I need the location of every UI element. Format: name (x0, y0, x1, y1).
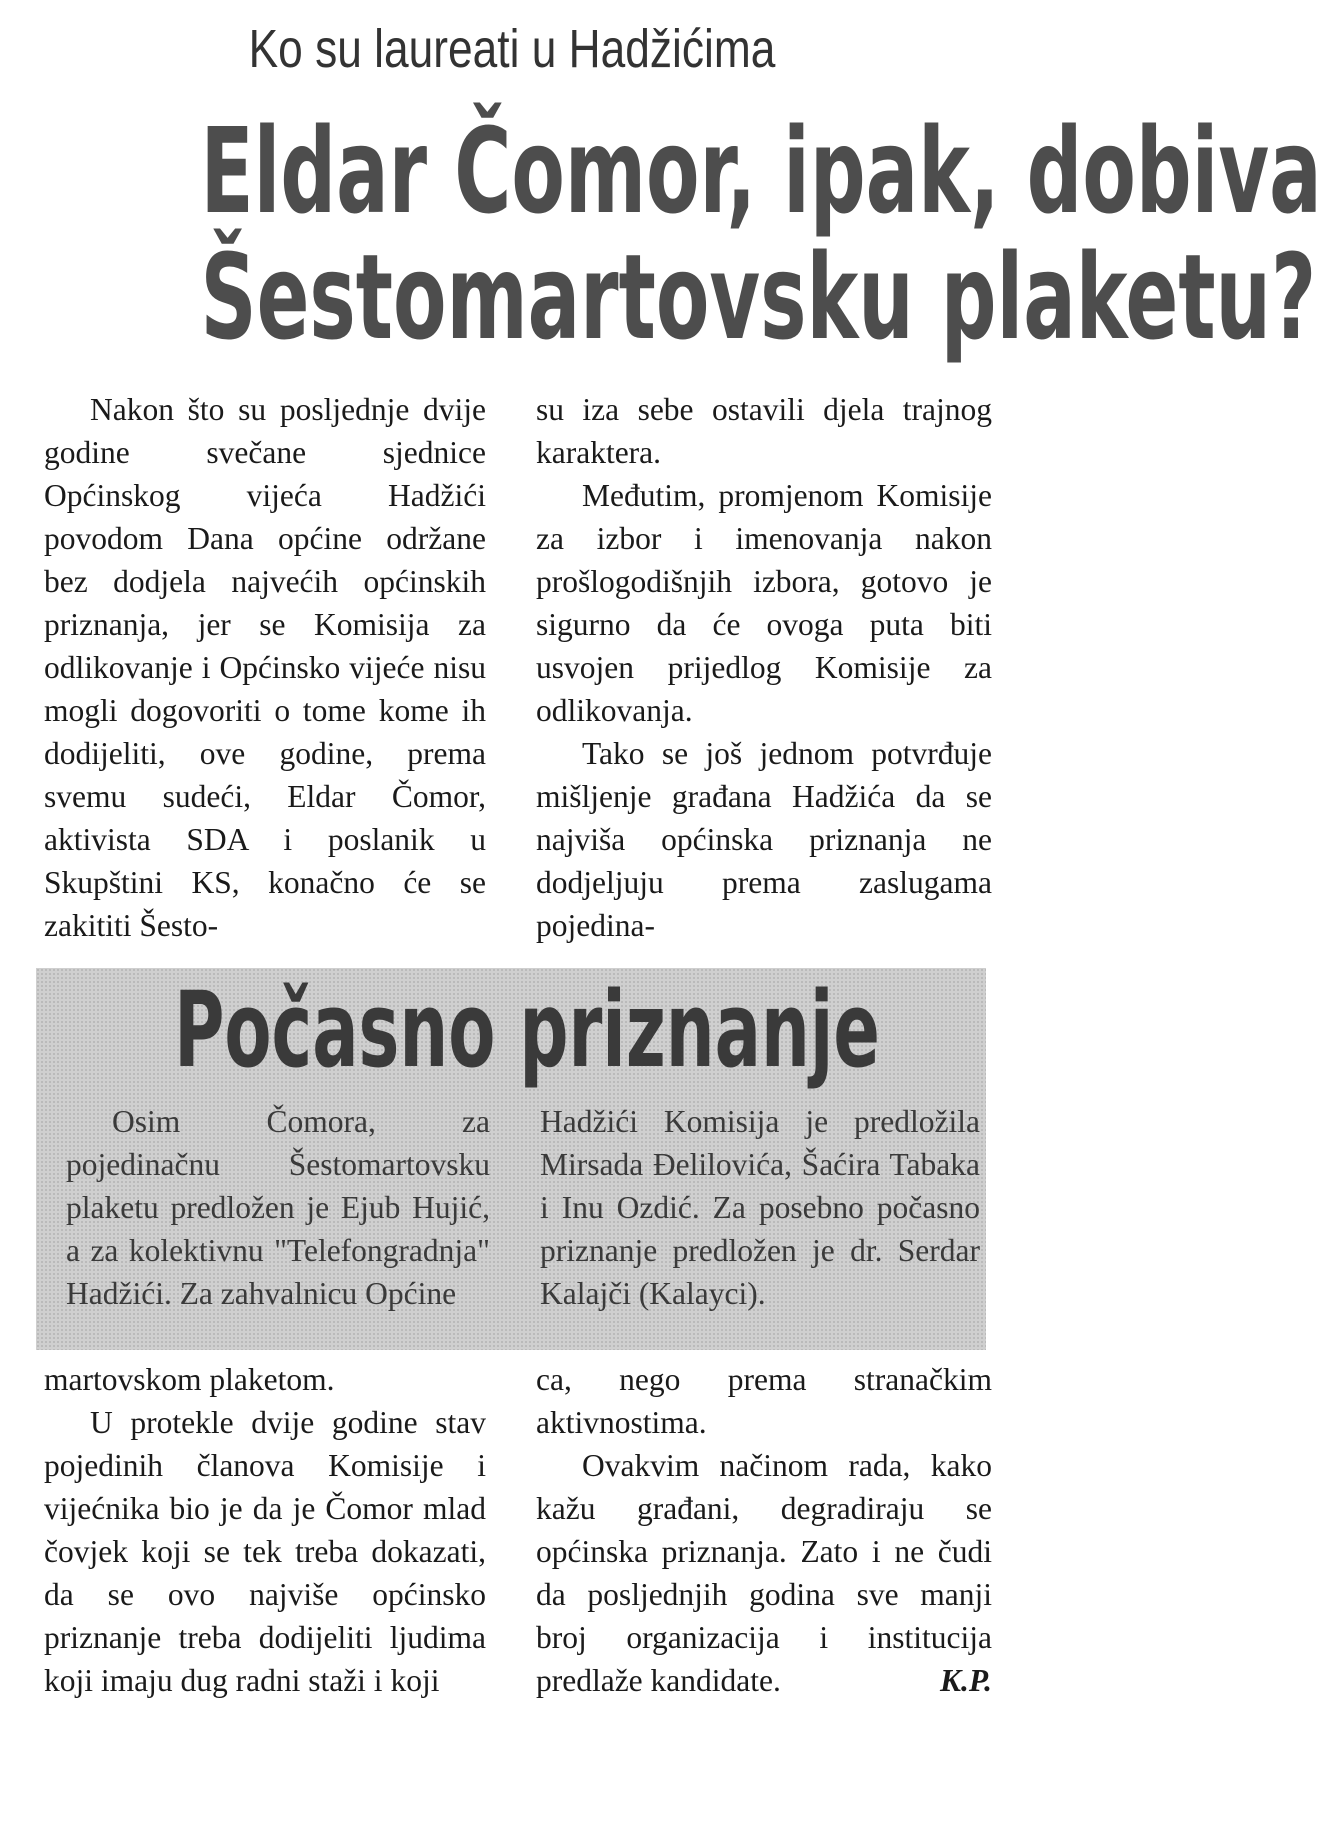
author-signature: K.P. (940, 1663, 992, 1698)
box-column-left (66, 1100, 490, 1315)
paragraph: Nakon što su posljednje dvije godine svečane sjednice Općinskog vijeća Hadžići povodom Dana općine održane bez dodjela najvećih općinskih priznanja, jer se Komisija za odlikovanje i Općinsko vijeće nisu mogli dogovoriti o tome kome ih dodijeliti, ove godine, prema svemu sudeći, Eldar Čomor, aktivista SDA i poslanik u Skupštini KS, konačno će se zakititi Šesto- (44, 392, 486, 943)
box-column-right (540, 1100, 980, 1315)
paragraph: Međutim, promjenom Komisije za izbor i imenovanja nakon prošlogodišnjih izbora, gotovo je sigurno da će ovoga puta biti usvojen prijedlog Komisije za odlikovanja. (536, 478, 992, 728)
headline-line-1: Eldar Čomor, ipak, dobiva (200, 102, 1322, 240)
sidebar-box-title: Počasno priznanje (174, 969, 880, 1091)
paragraph: ca, nego prema stranačkim aktivnostima. (536, 1362, 992, 1440)
column-right-top (536, 388, 992, 947)
paragraph: U protekle dvije godine stav pojedinih članova Komisije i vijećnika bio je da je Čomor mlad čovjek koji se tek treba dokazati, da se ovo najviše općinsko priznanje treba dodijeliti ljudima koji imaju dug radni staži i koji (44, 1405, 486, 1698)
paragraph (536, 1444, 992, 1702)
paragraph: Osim Čomora, za pojedinačnu Šestomartovsku plaketu predložen je Ejub Hujić, a za kolektivnu "Telefongradnja" Hadžići. Za zahvalnicu Općine (66, 1104, 490, 1311)
column-left-bottom (44, 1358, 486, 1702)
paragraph: Hadžići Komisija je predložila Mirsada Đelilovića, Šaćira Tabaka i Inu Ozdić. Za posebno počasno priznanje predložen je dr. Serdar Kalajči (Kalayci). (540, 1104, 980, 1311)
paragraph: su iza sebe ostavili djela trajnog karaktera. (536, 392, 992, 470)
column-left-top (44, 388, 486, 947)
article-kicker: Ko su laureati u Hadžićima (248, 19, 776, 79)
paragraph-text: Ovakvim načinom rada, kako kažu građani, degradiraju se općinska priznanja. Zato i ne čudi da posljednjih godina sve manji broj organizacija i institucija predlaže kandidate. (536, 1448, 992, 1698)
paragraph: martovskom plaketom. (44, 1362, 335, 1397)
paragraph: Tako se još jednom potvrđuje mišljenje građana Hadžića da se najviša općinska priznanja ne dodjeljuju prema zaslugama pojedina- (536, 736, 992, 943)
headline-line-2: Šestomartovsku plaketu? (200, 228, 1317, 366)
column-right-bottom (536, 1358, 992, 1702)
